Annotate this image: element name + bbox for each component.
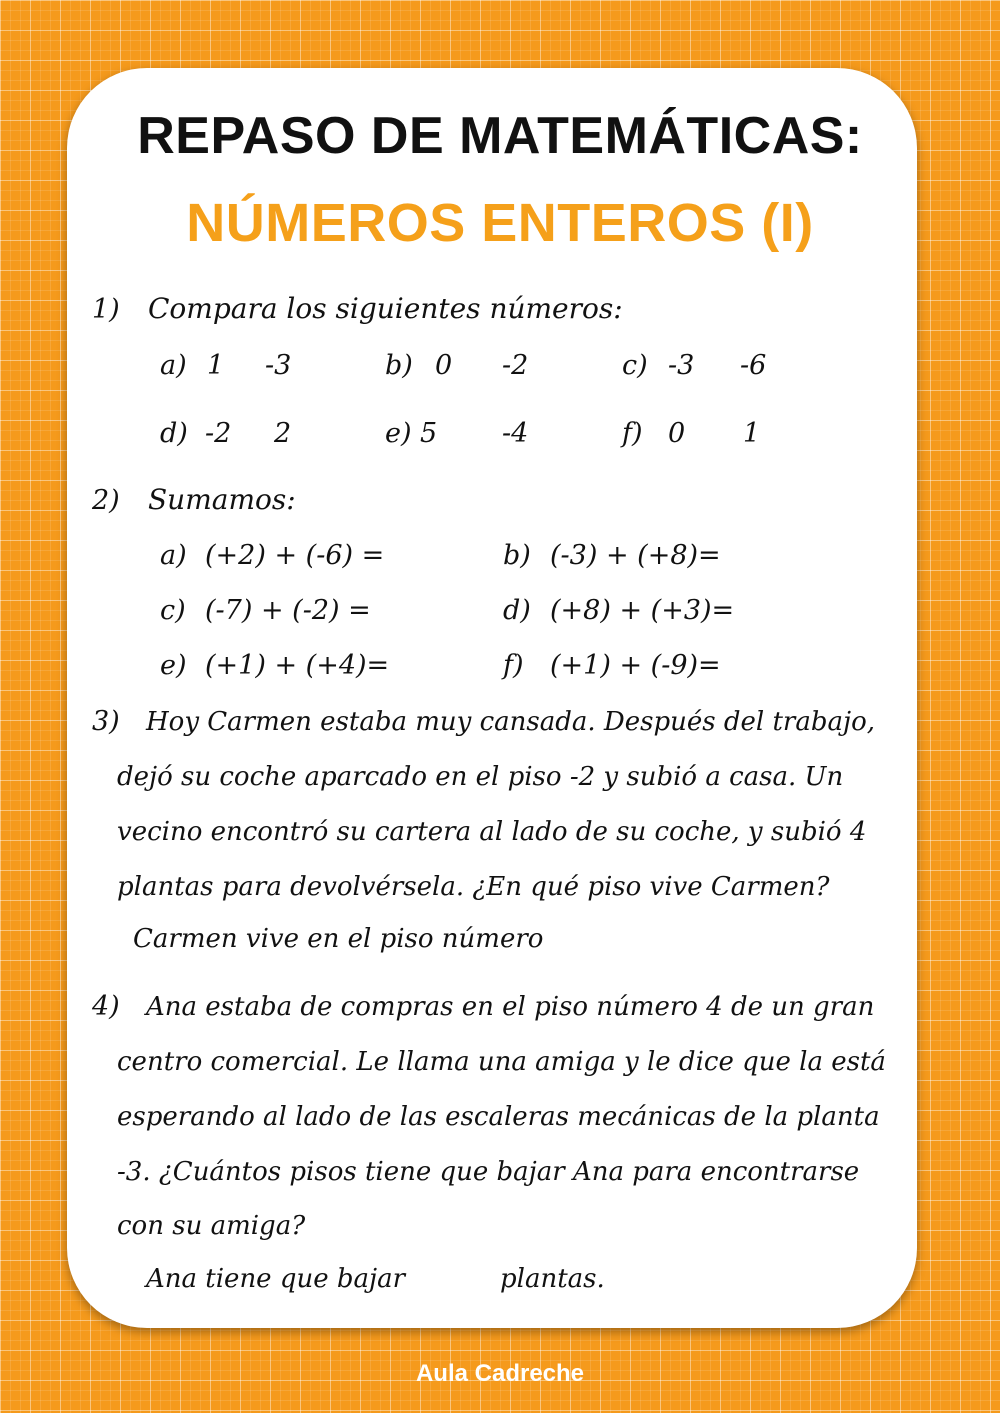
problem-line: con su amiga? [117,1211,306,1241]
item-label: a) [160,350,187,381]
page-title: REPASO DE MATEMÁTICAS: [137,107,863,165]
item-label: f) [622,418,643,449]
item-label: b) [385,350,413,381]
item-label: c) [622,350,648,381]
item-label: f) [503,650,524,681]
item-label: e) [385,418,412,449]
compare-right: -4 [502,418,529,449]
question-number: 4) [92,991,120,1022]
compare-left: -3 [668,350,695,381]
answer-line: Carmen vive en el piso número [133,924,544,954]
sum-expression: (-3) + (+8)= [550,540,721,571]
item-label: a) [160,540,187,571]
problem-line: Ana estaba de compras en el piso número 4 de un gran [146,992,875,1022]
compare-left: 0 [435,350,453,381]
compare-right: -6 [740,350,767,381]
footer-credit: Aula Cadreche [415,1360,585,1387]
problem-line: esperando al lado de las escaleras mecánicas de la planta [117,1102,880,1132]
problem-line: vecino encontró su cartera al lado de su coche, y subió 4 [117,817,867,847]
item-label: e) [160,650,187,681]
question-number: 2) [92,485,120,516]
compare-left: -2 [205,418,232,449]
compare-right: -3 [265,350,292,381]
page-subtitle: NÚMEROS ENTEROS (I) [186,193,814,253]
compare-right: 2 [274,418,292,449]
sum-expression: (-7) + (-2) = [205,595,371,626]
problem-line: centro comercial. Le llama una amiga y le dice que la está [117,1047,886,1077]
sum-expression: (+2) + (-6) = [205,540,385,571]
item-label: d) [503,595,531,626]
answer-line-end: plantas. [500,1264,605,1294]
sum-expression: (+1) + (-9)= [550,650,721,681]
compare-left: 0 [668,418,686,449]
item-label: d) [160,418,188,449]
sum-expression: (+8) + (+3)= [550,595,735,626]
problem-line: -3. ¿Cuántos pisos tiene que bajar Ana para encontrarse [117,1157,860,1187]
compare-right: 1 [743,418,761,449]
question-number: 1) [92,294,120,325]
question-number: 3) [92,706,120,737]
sum-expression: (+1) + (+4)= [205,650,390,681]
answer-line: Ana tiene que bajar [146,1264,406,1294]
problem-line: plantas para devolvérsela. ¿En qué piso vive Carmen? [117,872,830,902]
item-label: c) [160,595,186,626]
compare-left: 1 [207,350,225,381]
compare-left: 5 [420,418,438,449]
question-text: Compara los siguientes números: [148,292,623,325]
question-text: Sumamos: [148,483,296,516]
item-label: b) [503,540,531,571]
problem-line: dejó su coche aparcado en el piso -2 y subió a casa. Un [117,762,844,792]
problem-line: Hoy Carmen estaba muy cansada. Después del trabajo, [146,707,875,737]
compare-right: -2 [502,350,529,381]
